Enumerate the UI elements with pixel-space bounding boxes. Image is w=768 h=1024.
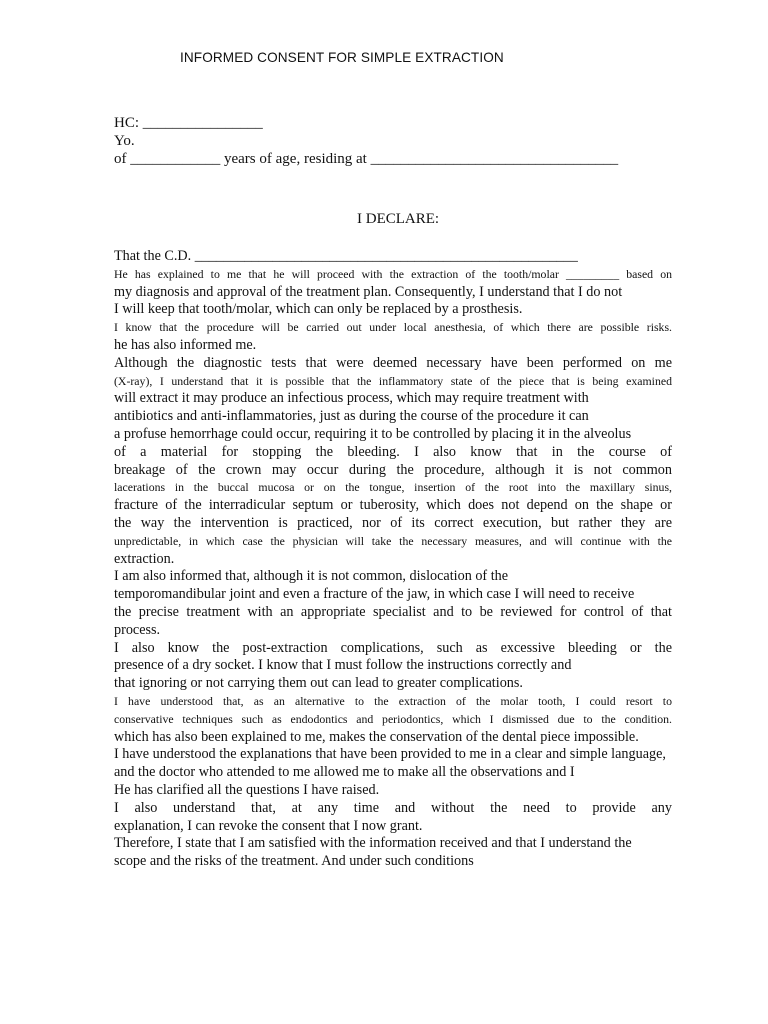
body-line: (X-ray), I understand that it is possible that the inflammatory state of the piece that is being examined (114, 373, 672, 388)
body-line: temporomandibular joint and even a fracture of the jaw, in which case I will need to receive (114, 586, 635, 603)
body-line: scope and the risks of the treatment. And under such conditions (114, 853, 474, 870)
hc-field-line: HC: ________________ (114, 115, 263, 131)
body-line: the way the intervention is practiced, nor of its correct execution, but rather they are (114, 514, 672, 531)
age-residence-line: of ____________ years of age, residing at _________________________________ (114, 151, 619, 167)
body-line: conservative techniques such as endodontics and periodontics, which I dismissed due to the condition. (114, 711, 672, 726)
body-line: and the doctor who attended to me allowed me to make all the observations and I (114, 764, 575, 781)
body-line: will extract it may produce an infectious process, which may require treatment with (114, 390, 589, 407)
body-line: I also know the post-extraction complications, such as excessive bleeding or the (114, 639, 672, 656)
body-line: unpredictable, in which case the physician will take the necessary measures, and will continue with the (114, 533, 672, 548)
body-line: Although the diagnostic tests that were deemed necessary have been performed on me (114, 354, 672, 371)
body-line: That the C.D. ______________________________________________________ (114, 248, 578, 264)
body-line: breakage of the crown may occur during the procedure, although it is not common (114, 461, 672, 478)
body-line: of a material for stopping the bleeding. I also know that in the course of (114, 443, 672, 460)
body-line: explanation, I can revoke the consent that I now grant. (114, 817, 423, 834)
body-line: a profuse hemorrhage could occur, requiring it to be controlled by placing it in the alveolus (114, 425, 632, 442)
body-line: He has clarified all the questions I have raised. (114, 781, 380, 798)
yo-line: Yo. (114, 133, 135, 149)
body-line: He has explained to me that he will proceed with the extraction of the tooth/molar _________ based on (114, 266, 672, 281)
body-line: antibiotics and anti-inflammatories, just as during the course of the procedure it can (114, 408, 589, 425)
body-line: I will keep that tooth/molar, which can only be replaced by a prosthesis. (114, 301, 523, 318)
body-line: fracture of the interradicular septum or tuberosity, which does not depend on the shape or (114, 497, 672, 514)
body-line: the precise treatment with an appropriate specialist and to be reviewed for control of that (114, 603, 672, 620)
declare-heading: I DECLARE: (357, 211, 440, 227)
body-line: process. (114, 621, 161, 638)
body-line: which has also been explained to me, makes the conservation of the dental piece impossible. (114, 728, 639, 745)
body-line: I have understood that, as an alternative to the extraction of the molar tooth, I could resort to (114, 693, 672, 708)
body-line: that ignoring or not carrying them out can lead to greater complications. (114, 675, 523, 692)
body-line: lacerations in the buccal mucosa or on the tongue, insertion of the root into the maxillary sinus, (114, 480, 672, 495)
body-line: my diagnosis and approval of the treatment plan. Consequently, I understand that I do not (114, 283, 623, 300)
document-title: INFORMED CONSENT FOR SIMPLE EXTRACTION (180, 50, 504, 65)
body-line: I also understand that, at any time and without the need to provide any (114, 799, 672, 816)
body-line: I have understood the explanations that have been provided to me in a clear and simple language, (114, 746, 666, 763)
body-line: I am also informed that, although it is not common, dislocation of the (114, 568, 509, 585)
body-line: he has also informed me. (114, 336, 257, 353)
body-line: Therefore, I state that I am satisfied with the information received and that I understand the (114, 835, 632, 852)
body-line: extraction. (114, 550, 175, 567)
body-line: I know that the procedure will be carried out under local anesthesia, of which there are possible risks. (114, 320, 672, 335)
body-line: presence of a dry socket. I know that I must follow the instructions correctly and (114, 657, 572, 674)
consent-body (114, 248, 672, 871)
